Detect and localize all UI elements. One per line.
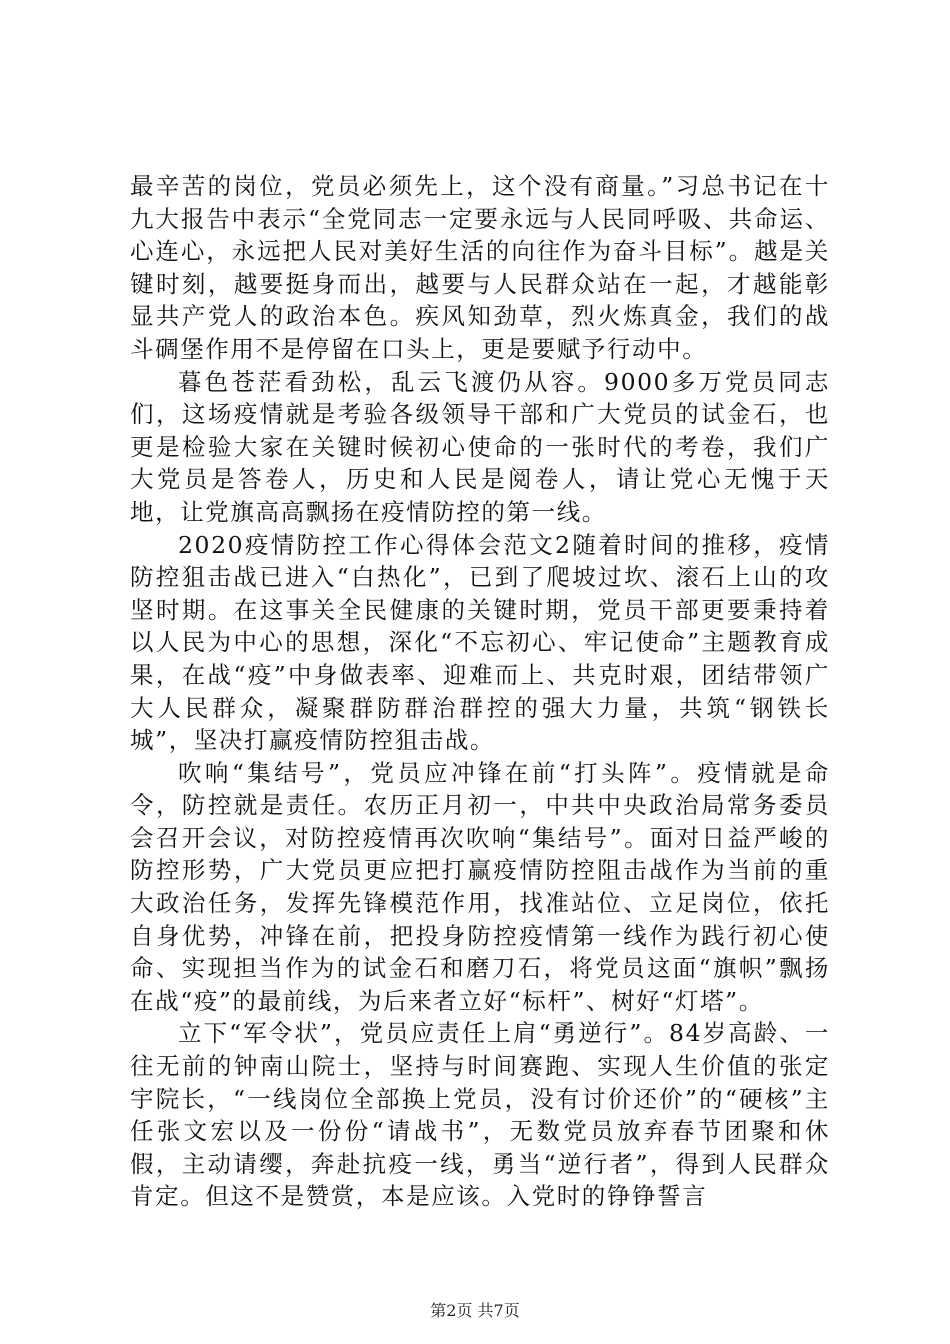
paragraph-assembly-call: 吹响“集结号”，党员应冲锋在前“打头阵”。疫情就是命令，防控就是责任。农历正月初一，中共中央政治局常务委员会召开会议，对防控疫情再次吹响“集结号”。面对日益严峻的防控形势，广大党员更应把打赢疫情防控阻击战作为当前的重大政治任务，发挥先锋模范作用，找准站位、立足岗位，依托自身优势，冲锋在前，把投身防控疫情第一线作为践行初心使命、实现担当作为的试金石和磨刀石，将党员这面“旗帜”飘扬在战“疫”的最前线，为后来者立好“标杆”、树好“灯塔”。 xyxy=(130,758,830,1015)
page-footer: 第2页 共7页 xyxy=(430,1301,520,1320)
paragraph-military-order: 立下“军令状”，党员应责任上肩“勇逆行”。84岁高龄、一往无前的钟南山院士，坚持与时间赛跑、实现人生价值的张定宇院长，“一线岗位全部换上党员，没有讨价还价”的“硬核”主任张文宏以及一份份“请战书”，无数党员放弃春节团聚和休假，主动请缨，奔赴抗疫一线，勇当“逆行者”，得到人民群众肯定。但这不是赞赏，本是应该。入党时的铮铮誓言 xyxy=(130,1019,830,1211)
paragraph-continuation: 最辛苦的岗位，党员必须先上，这个没有商量。”习总书记在十九大报告中表示“全党同志一定要永远与人民同呼吸、共命运、心连心，永远把人民对美好生活的向往作为奋斗目标”。越是关键时刻，越要挺身而出，越要与人民群众站在一起，才越能彰显共产党人的政治本色。疾风知劲草，烈火炼真金，我们的战斗碉堡作用不是停留在口头上，更是要赋予行动中。 xyxy=(130,172,830,363)
paragraph-essay-2-intro: 2020疫情防控工作心得体会范文2随着时间的推移，疫情防控狙击战已进入“白热化”，已到了爬坡过坎、滚石上山的攻坚时期。在这事关全民健康的关键时期，党员干部更要秉持着以人民为中心的思想，深化“不忘初心、牢记使命”主题教育成果，在战“疫”中身做表率、迎难而上、共克时艰，团结带领广大人民群众，凝聚群防群治群控的强大力量，共筑“钢铁长城”，坚决打赢疫情防控狙击战。 xyxy=(130,530,830,755)
paragraph-pine: 暮色苍茫看劲松，乱云飞渡仍从容。9000多万党员同志们，这场疫情就是考验各级领导干部和广大党员的试金石，也更是检验大家在关键时候初心使命的一张时代的考卷，我们广大党员是答卷人，历史和人民是阅卷人，请让党心无愧于天地，让党旗高高飘扬在疫情防控的第一线。 xyxy=(130,367,830,526)
body-text xyxy=(130,170,830,1213)
